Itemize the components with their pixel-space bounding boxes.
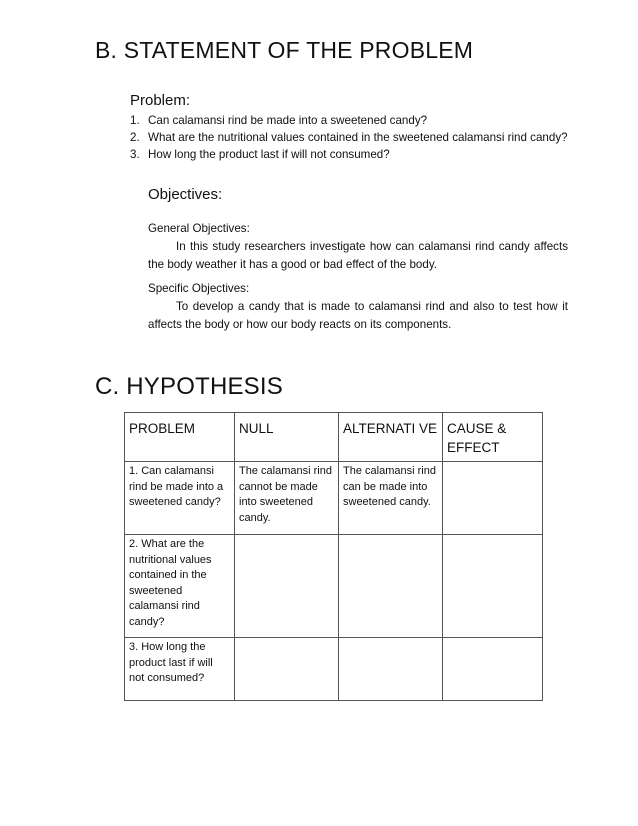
problem-item <box>130 129 590 146</box>
cell-null: The calamansi rind cannot be made into sweetened candy. <box>235 462 339 535</box>
specific-objectives <box>148 280 568 334</box>
header-problem: PROBLEM <box>125 413 235 462</box>
problem-list <box>130 112 590 163</box>
table-row <box>125 462 543 535</box>
problem-item <box>130 146 590 163</box>
table-header-row <box>125 413 543 462</box>
problem-number: 2. <box>130 131 140 144</box>
cell-cause-effect <box>443 535 543 638</box>
cell-cause-effect <box>443 638 543 701</box>
section-b-title: B. STATEMENT OF THE PROBLEM <box>95 37 474 63</box>
cell-problem: 2. What are the nutritional values contained in the sweetened calamansi rind candy? <box>125 535 235 638</box>
cell-null <box>235 535 339 638</box>
cell-alternative <box>339 535 443 638</box>
problem-item <box>130 112 590 129</box>
specific-objectives-label: Specific Objectives: <box>148 282 250 295</box>
cell-alternative: The calamansi rind can be made into sweetened candy. <box>339 462 443 535</box>
header-alternative: ALTERNATI VE <box>339 413 443 462</box>
cell-alternative <box>339 638 443 701</box>
general-objectives <box>148 220 568 274</box>
cell-problem: 1. Can calamansi rind be made into a sweetened candy? <box>125 462 235 535</box>
general-objectives-text: In this study researchers investigate how can calamansi rind candy affects the body weather it has a good or bad effect of the body. <box>148 240 568 271</box>
table-row <box>125 638 543 701</box>
cell-problem: 3. How long the product last if will not consumed? <box>125 638 235 701</box>
problem-text: What are the nutritional values contained in the sweetened calamansi rind candy? <box>148 131 568 144</box>
problem-number: 1. <box>130 114 140 127</box>
problem-text: Can calamansi rind be made into a sweetened candy? <box>148 114 428 127</box>
objectives-heading: Objectives: <box>148 186 223 203</box>
specific-objectives-text: To develop a candy that is made to calamansi rind and also to test how it affects the body or how our body reacts on its components. <box>148 300 568 331</box>
problem-heading: Problem: <box>130 92 191 109</box>
header-null: NULL <box>235 413 339 462</box>
cell-cause-effect <box>443 462 543 535</box>
header-cause-effect: CAUSE & EFFECT <box>443 413 543 462</box>
table-row <box>125 535 543 638</box>
hypothesis-table <box>124 412 543 701</box>
problem-number: 3. <box>130 148 140 161</box>
problem-text: How long the product last if will not consumed? <box>148 148 390 161</box>
cell-null <box>235 638 339 701</box>
section-c-title: C. HYPOTHESIS <box>95 373 283 400</box>
general-objectives-label: General Objectives: <box>148 222 250 235</box>
